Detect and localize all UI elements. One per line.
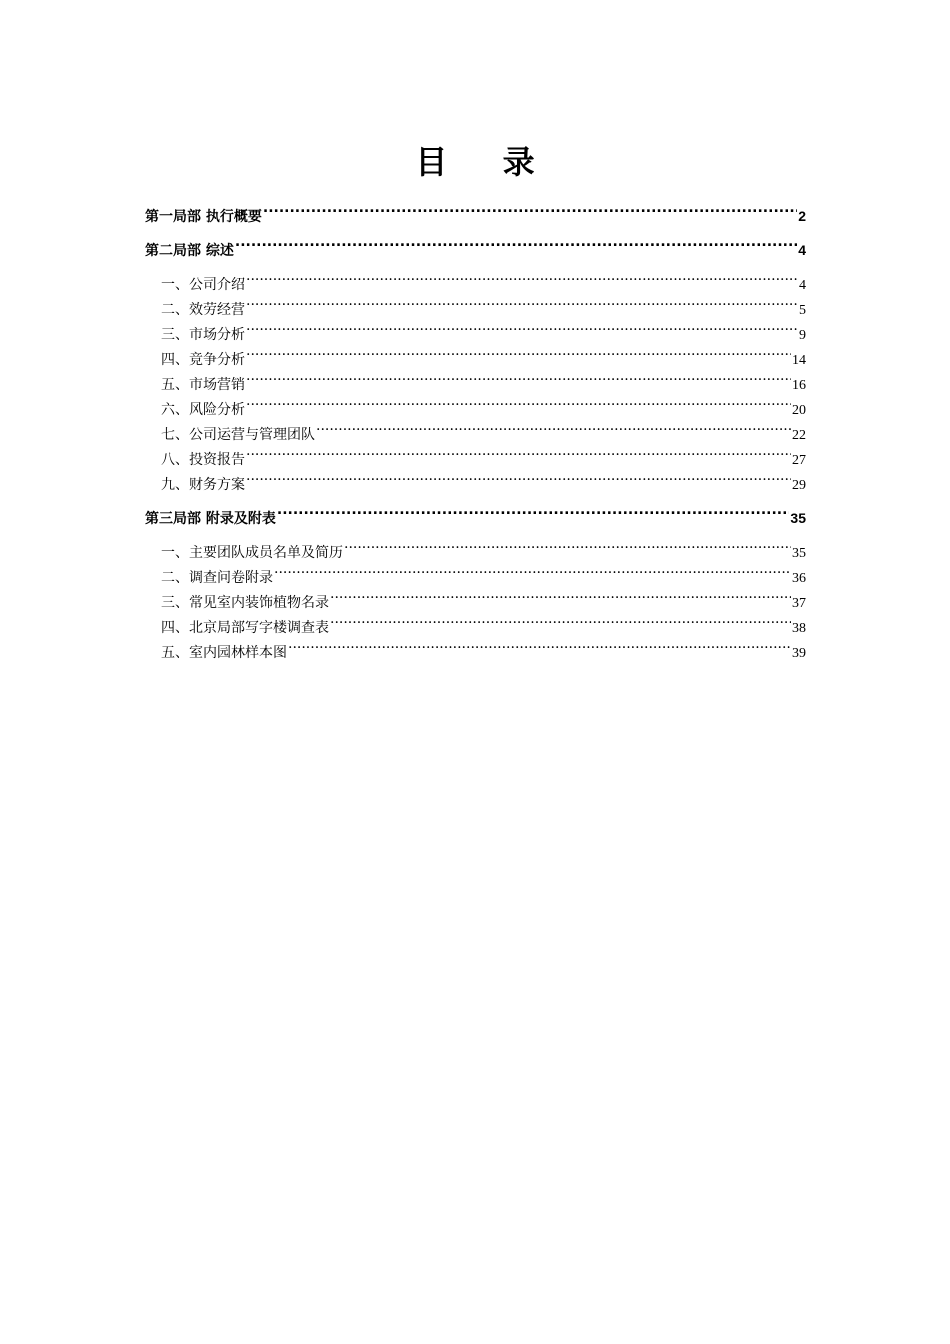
toc-item-label: 三、市场分析 xyxy=(161,327,245,343)
toc-dot-leader xyxy=(246,339,791,364)
toc-item-label: 五、室内园林样本图 xyxy=(161,645,287,661)
toc-dot-leader xyxy=(246,464,791,489)
toc-item-label: 四、竞争分析 xyxy=(161,352,245,368)
toc-item-label: 六、风险分析 xyxy=(161,402,245,418)
toc-dot-leader xyxy=(316,414,791,439)
toc-part-label: 第一局部 执行概要 xyxy=(145,209,262,225)
toc-page-number: 14 xyxy=(792,353,806,368)
toc-part-label: 第二局部 综述 xyxy=(145,243,234,259)
toc-page-number: 37 xyxy=(792,596,806,611)
toc-item-label: 八、投资报告 xyxy=(161,452,245,468)
table-of-contents xyxy=(145,196,806,661)
toc-page-number: 20 xyxy=(792,403,806,418)
toc-page-number: 35 xyxy=(792,546,806,561)
toc-item[interactable] xyxy=(145,532,806,561)
toc-page-number: 27 xyxy=(792,453,806,468)
toc-item-label: 七、公司运营与管理团队 xyxy=(161,427,315,443)
toc-dot-leader xyxy=(246,389,791,414)
toc-dot-leader xyxy=(246,439,791,464)
toc-item-label: 一、公司介绍 xyxy=(161,277,245,293)
toc-item-label: 一、主要团队成员名单及简历 xyxy=(161,545,343,561)
toc-dot-leader xyxy=(263,196,797,221)
toc-page-number: 38 xyxy=(792,621,806,636)
toc-dot-leader xyxy=(246,289,798,314)
toc-part-label: 第三局部 附录及附表 xyxy=(145,511,276,527)
toc-dot-leader xyxy=(344,532,791,557)
toc-part-2[interactable] xyxy=(145,230,806,259)
toc-item-label: 五、市场营销 xyxy=(161,377,245,393)
toc-dot-leader xyxy=(235,230,797,255)
toc-dot-leader xyxy=(274,557,791,582)
toc-page-number: 16 xyxy=(792,378,806,393)
toc-page-number: 22 xyxy=(792,428,806,443)
toc-item-label: 二、效劳经营 xyxy=(161,302,245,318)
toc-dot-leader xyxy=(246,264,798,289)
toc-page-number: 2 xyxy=(798,208,806,224)
toc-dot-leader xyxy=(330,582,791,607)
toc-item-label: 二、调查问卷附录 xyxy=(161,570,273,586)
toc-page-number: 4 xyxy=(798,242,806,258)
toc-page-number: 39 xyxy=(792,646,806,661)
toc-dot-leader xyxy=(246,364,791,389)
toc-page-number: 9 xyxy=(799,328,806,343)
toc-item-label: 四、北京局部写字楼调查表 xyxy=(161,620,329,636)
toc-page-number: 4 xyxy=(799,278,806,293)
toc-part-3[interactable] xyxy=(145,498,806,527)
toc-page-number: 36 xyxy=(792,571,806,586)
toc-dot-leader xyxy=(288,632,791,657)
toc-title: 目 录 xyxy=(415,143,557,181)
toc-dot-leader xyxy=(330,607,791,632)
toc-item-label: 九、财务方案 xyxy=(161,477,245,493)
toc-dot-leader xyxy=(277,498,790,523)
toc-item[interactable] xyxy=(145,264,806,293)
toc-item-label: 三、常见室内装饰植物名录 xyxy=(161,595,329,611)
toc-page-number: 29 xyxy=(792,478,806,493)
toc-page-number: 5 xyxy=(799,303,806,318)
toc-part-1[interactable] xyxy=(145,196,806,225)
toc-dot-leader xyxy=(246,314,798,339)
toc-page-number: 35 xyxy=(790,510,806,526)
